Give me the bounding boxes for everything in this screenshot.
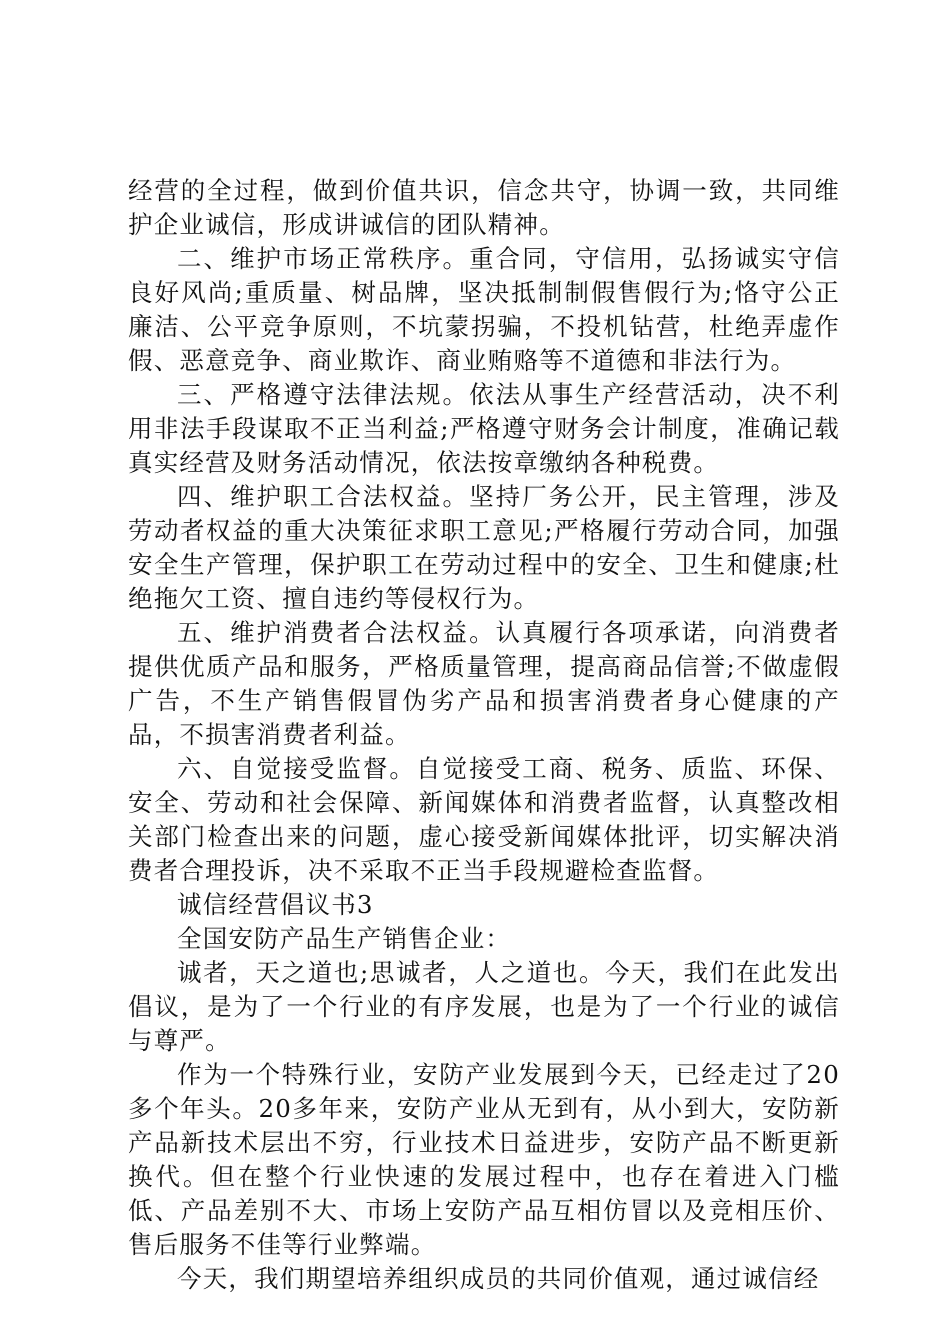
section-title: 诚信经营倡议书3 <box>177 890 374 919</box>
paragraph-continuation: 经营的全过程，做到价值共识，信念共守，协调一致，共同维护企业诚信，形成讲诚信的团队精神。 <box>128 176 840 239</box>
paragraph-intro: 诚者，天之道也;思诚者，人之道也。今天，我们在此发出倡议，是为了一个行业的有序发展，也是为了一个行业的诚信与尊严。 <box>128 958 840 1055</box>
paragraph-item-2: 二、维护市场正常秩序。重合同，守信用，弘扬诚实守信良好风尚;重质量、树品牌，坚决抵制制假售假行为;恪守公正廉洁、公平竞争原则，不坑蒙拐骗，不投机钻营，杜绝弄虚作假、恶意竞争、商业欺诈、商业贿赂等不道德和非法行为。 <box>128 244 840 375</box>
paragraph-background: 作为一个特殊行业，安防产业发展到今天，已经走过了20多个年头。20多年来，安防产业从无到有，从小到大，安防新产品新技术层出不穷，行业技术日益进步，安防产品不断更新换代。但在整个行业快速的发展过程中，也存在着进入门槛低、产品差别不大、市场上安防产品互相仿冒以及竞相压价、售后服务不佳等行业弊端。 <box>128 1060 840 1259</box>
paragraph-item-6: 六、自觉接受监督。自觉接受工商、税务、质监、环保、安全、劳动和社会保障、新闻媒体和消费者监督，认真整改相关部门检查出来的问题，虚心接受新闻媒体批评，切实解决消费者合理投诉，决不采取不正当手段规避检查监督。 <box>128 754 840 885</box>
paragraph-item-5: 五、维护消费者合法权益。认真履行各项承诺，向消费者提供优质产品和服务，严格质量管理，提高商品信誉;不做虚假广告，不生产销售假冒伪劣产品和损害消费者身心健康的产品，不损害消费者利益。 <box>128 618 840 749</box>
salutation: 全国安防产品生产销售企业： <box>177 924 512 953</box>
paragraph-item-3: 三、严格遵守法律法规。依法从事生产经营活动，决不利用非法手段谋取不正当利益;严格遵守财务会计制度，准确记载真实经营及财务活动情况，依法按章缴纳各种税费。 <box>128 380 840 477</box>
document-body <box>128 174 840 1296</box>
paragraph-item-4: 四、维护职工合法权益。坚持厂务公开，民主管理，涉及劳动者权益的重大决策征求职工意见;严格履行劳动合同，加强安全生产管理，保护职工在劳动过程中的安全、卫生和健康;杜绝拖欠工资、擅自违约等侵权行为。 <box>128 482 840 613</box>
paragraph-closing-fragment: 今天，我们期望培养组织成员的共同价值观，通过诚信经 <box>177 1264 820 1293</box>
